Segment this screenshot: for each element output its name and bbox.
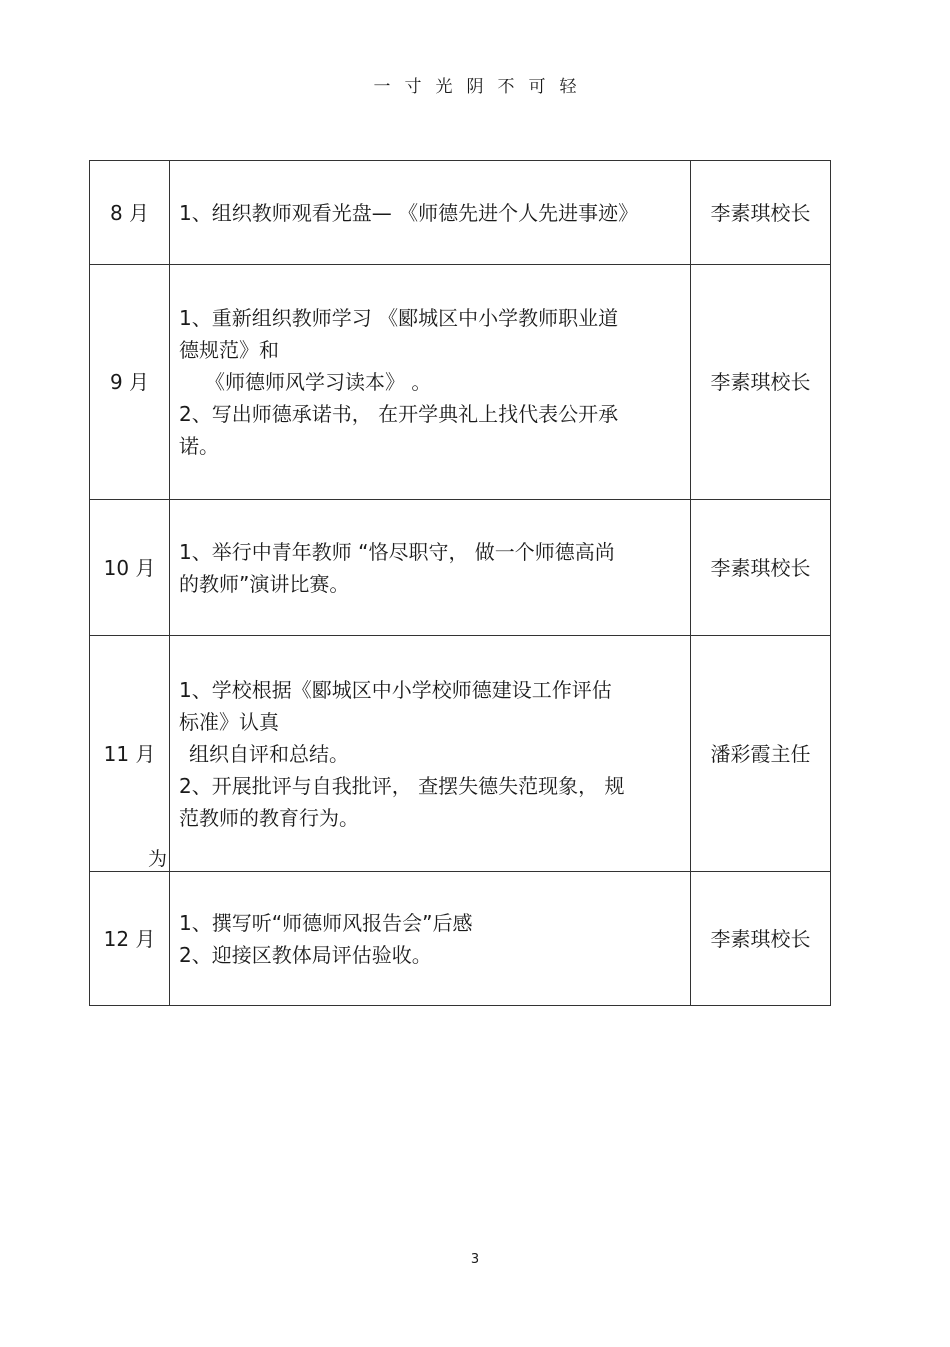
month-cell: 8 月 [90,161,170,265]
activity-line: 《师德师风学习读本》 。 [205,370,432,394]
activity-cell [170,500,691,636]
activity-line: 2、写出师德承诺书， 在开学典礼上找代表公开承 [179,402,619,426]
page-number: 3 [470,1252,480,1267]
activity-schedule-table [89,160,831,1006]
activity-line: 2、开展批评与自我批评， 查摆失德失范现象， 规 [179,773,625,798]
activity-line: 组织自评和总结。 [189,741,349,766]
activity-cell [170,636,691,872]
responsible-person-cell: 李素琪校长 [691,161,831,265]
month-cell: 12 月 [90,872,170,1006]
activity-cell [170,265,691,500]
activity-cell [170,161,691,265]
responsible-person-cell: 李素琪校长 [691,500,831,636]
table-row-september [90,265,831,500]
month-label: 11 月 [103,741,156,766]
activity-line: 标准》认真 [179,709,279,734]
month-cell [90,636,170,872]
activity-line: 1、学校根据《郾城区中小学校师德建设工作评估 [179,677,612,702]
activity-line: 1、举行中青年教师 “恪尽职守， 做一个师德高尚 [179,539,615,564]
activity-line: 1、组织教师观看光盘— 《师德先进个人先进事迹》 [179,200,639,225]
responsible-person-cell: 潘彩霞主任 [691,636,831,872]
activity-line: 1、撰写听“师德师风报告会”后感 [179,910,473,935]
table-row-december [90,872,831,1006]
activity-line: 诺。 [179,434,219,458]
activity-line: 范教师的教育行为。 [179,805,359,830]
responsible-person-cell: 李素琪校长 [691,265,831,500]
activity-line: 1、重新组织教师学习 《郾城区中小学教师职业道 [179,306,619,330]
activity-cell [170,872,691,1006]
month-cell: 9 月 [90,265,170,500]
activity-line: 2、迎接区教体局评估验收。 [179,942,432,967]
activity-line: 德规范》和 [179,338,279,362]
activity-line: 的教师”演讲比赛。 [179,571,350,596]
responsible-person-cell: 李素琪校长 [691,872,831,1006]
table-row-august [90,161,831,265]
month-cell: 10 月 [90,500,170,636]
page-header-title: 一寸光阴不可轻 [373,77,591,97]
stray-character: 为 [147,848,167,870]
table-row-november [90,636,831,872]
table-row-october [90,500,831,636]
